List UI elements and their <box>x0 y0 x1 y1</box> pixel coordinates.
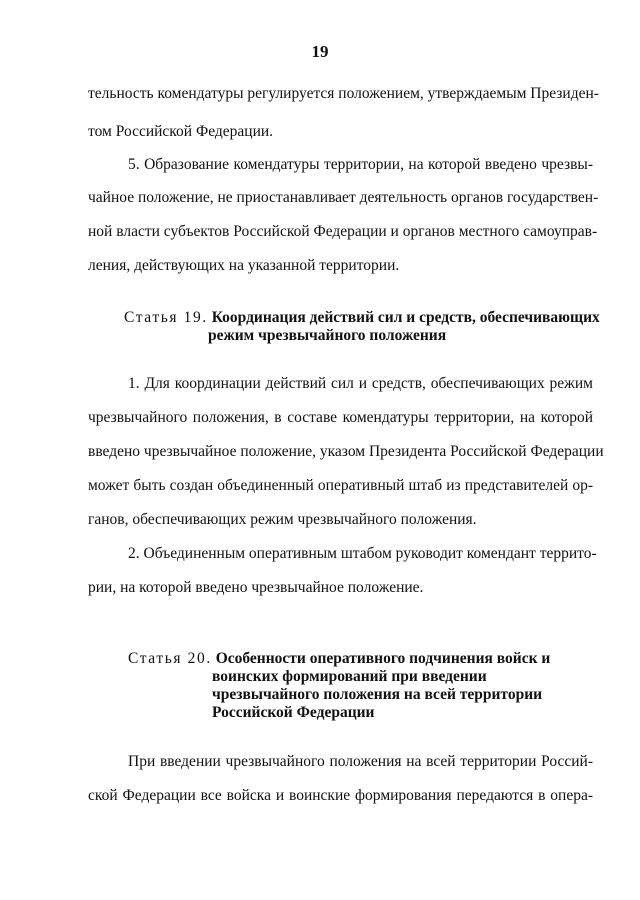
article-title-continuation: чрезвычайного положения на всей территории <box>212 686 543 703</box>
article-label: Статья 19. <box>124 309 208 326</box>
article-title: Особенности оперативного подчинения войск и <box>215 650 551 667</box>
article-title-continuation: Российской Федерации <box>212 704 375 721</box>
article-title: Координация действий сил и средств, обеспечивающих <box>211 309 600 326</box>
article-20-heading <box>128 650 550 668</box>
page-number: 19 <box>311 42 329 61</box>
article-19-heading <box>124 309 600 327</box>
text-line: чрезвычайного положения, в составе комендатуры территории, на которой <box>88 409 593 426</box>
article-label: Статья 20. <box>128 650 212 667</box>
text-line: 1. Для координации действий сил и средств, обеспечивающих режим <box>128 375 593 392</box>
text-line: 2. Объединенным оперативным штабом руководит комендант террито- <box>128 545 597 562</box>
text-line: ской Федерации все войска и воинские формирования передаются в опера- <box>88 787 593 804</box>
text-line: ления, действующих на указанной территории. <box>88 257 400 274</box>
article-title-continuation: воинских формирований при введении <box>212 668 487 685</box>
text-line: тельность комендатуры регулируется положением, утверждаемым Президен- <box>88 85 599 102</box>
text-line: том Российской Федерации. <box>88 123 274 140</box>
text-line: может быть создан объединенный оперативный штаб из представителей ор- <box>88 477 593 494</box>
article-title-continuation: режим чрезвычайного положения <box>208 327 447 344</box>
text-line: ганов, обеспечивающих режим чрезвычайного положения. <box>88 511 477 528</box>
text-line: чайное положение, не приостанавливает деятельность органов государствен- <box>88 189 599 206</box>
text-line: рии, на которой введено чрезвычайное положение. <box>88 579 424 596</box>
text-line: ной власти субъектов Российской Федерации и органов местного самоуправ- <box>88 223 598 240</box>
text-line: При введении чрезвычайного положения на всей территории Россий- <box>128 753 593 770</box>
text-line: 5. Образование комендатуры территории, на которой введено чрезвы- <box>128 156 593 173</box>
text-line: введено чрезвычайное положение, указом Президента Российской Федерации <box>88 443 604 460</box>
